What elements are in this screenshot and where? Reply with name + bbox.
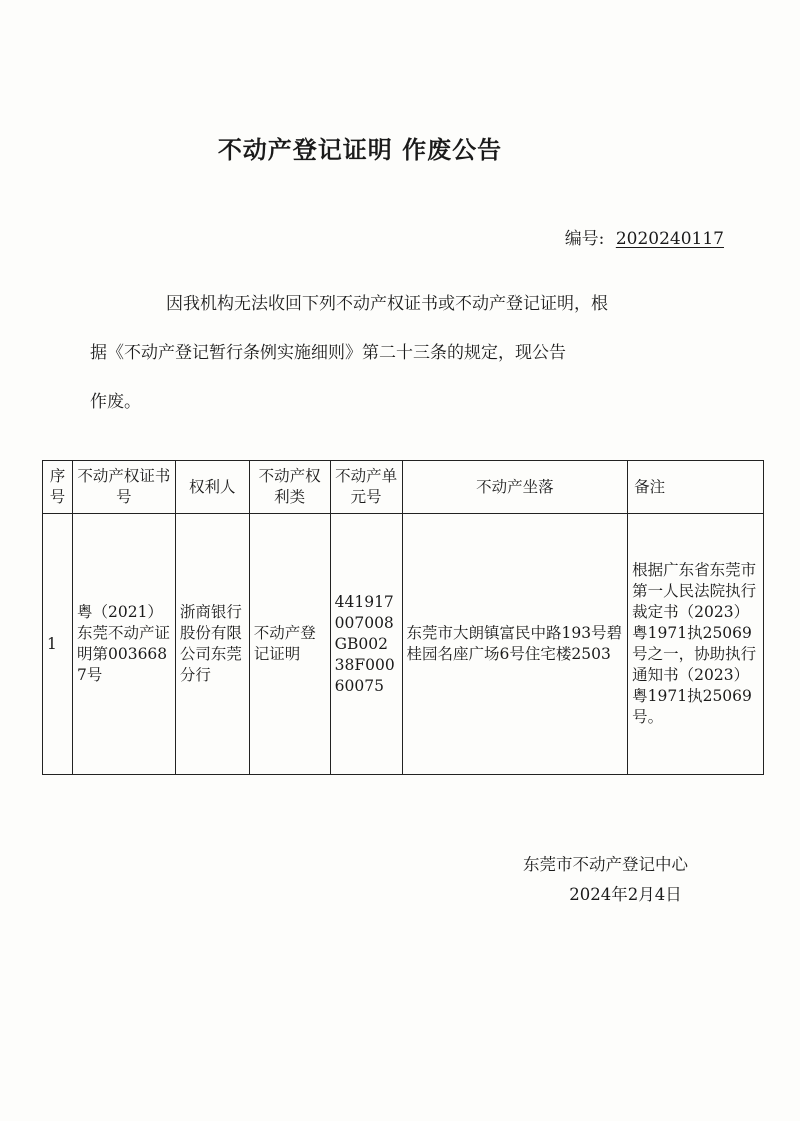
paragraph-line: 据《不动产登记暂行条例实施细则》第二十三条的规定，现公告 <box>90 343 566 363</box>
document-number <box>565 224 724 249</box>
header-holder: 权利人 <box>175 461 249 514</box>
cell-holder: 浙商银行股份有限公司东莞分行 <box>175 514 249 775</box>
issue-date: 2024年2月4日 <box>569 885 682 904</box>
document-number-value: 2020240117 <box>615 229 724 249</box>
paragraph-line: 作废。 <box>90 392 141 412</box>
cell-right-type: 不动产登记证明 <box>249 514 330 775</box>
signature-block <box>523 850 688 910</box>
page-title: 不动产登记证明 作废公告 <box>217 136 503 164</box>
header-cert-no: 不动产权证书号 <box>72 461 175 514</box>
cell-cert-no: 粤（2021）东莞不动产证明第0036687号 <box>72 514 175 775</box>
header-location: 不动产坐落 <box>402 461 628 514</box>
table-row <box>43 514 764 775</box>
cell-unit-no: 441917007008GB00238F00060075 <box>330 514 402 775</box>
issuer-name: 东莞市不动产登记中心 <box>523 855 688 874</box>
voided-certificates-table <box>42 460 764 775</box>
header-remarks: 备注 <box>628 461 764 514</box>
cell-remarks: 根据广东省东莞市第一人民法院执行裁定书（2023）粤1971执25069号之一，协助执行通知书（2023）粤1971执25069号。 <box>628 514 764 775</box>
table-header-row <box>43 461 764 514</box>
cell-location: 东莞市大朗镇富民中路193号碧桂园名座广场6号住宅楼2503 <box>402 514 628 775</box>
cell-index: 1 <box>43 514 73 775</box>
header-unit-no: 不动产单元号 <box>330 461 402 514</box>
document-number-label: 编号: <box>564 229 605 249</box>
header-index: 序号 <box>43 461 73 514</box>
header-right-type: 不动产权利类 <box>249 461 330 514</box>
paragraph-line: 因我机构无法收回下列不动产权证书或不动产登记证明，根 <box>166 294 608 314</box>
announcement-paragraph <box>90 280 688 427</box>
